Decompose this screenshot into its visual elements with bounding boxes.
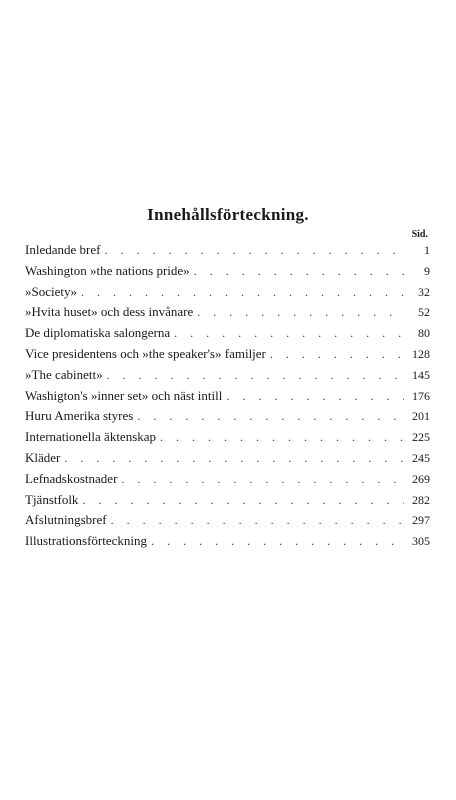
toc-row (25, 365, 430, 386)
toc-row (25, 302, 430, 323)
toc-page-number: 297 (412, 513, 430, 528)
toc-entry-title: Huru Amerika styres (25, 408, 134, 424)
toc-row (25, 261, 430, 282)
toc-entry-title: Tjänstfolk (25, 491, 79, 507)
toc-page-number: 145 (412, 367, 430, 382)
toc-row (25, 344, 430, 365)
page-column-label: Sid. (411, 229, 428, 240)
toc-entry-title: Washington »the nations pride» (25, 262, 190, 278)
toc-row (25, 406, 430, 427)
toc-entry-title: Inledande bref (25, 242, 101, 257)
dot-leader (197, 302, 404, 323)
toc-page-number: 282 (412, 492, 430, 507)
toc-row (25, 386, 430, 407)
toc-page-number: 32 (418, 284, 430, 299)
toc-row (25, 282, 430, 303)
toc-entry-title: De diplomatiska salongerna (25, 325, 171, 341)
toc-row (25, 490, 430, 511)
toc-entry-title: Vice presidentens och »the speaker's» familjer (25, 345, 266, 361)
toc-heading: Innehållsförteckning. (147, 205, 309, 224)
toc-page-number: 245 (412, 450, 430, 465)
toc-page-number: 305 (412, 534, 430, 549)
dot-leader (160, 427, 404, 448)
toc-page-number: 52 (418, 305, 430, 320)
toc-entry-title: Illustrationsförteckning (25, 533, 148, 549)
toc-row (25, 510, 430, 531)
toc-row (25, 240, 430, 261)
toc-row (25, 448, 430, 469)
toc-row (25, 531, 430, 552)
dot-leader (174, 323, 404, 344)
dot-leader (104, 240, 404, 261)
dot-leader (64, 448, 404, 469)
dot-leader (121, 469, 404, 490)
toc-list (25, 240, 430, 552)
toc-entry-title: Afslutningsbref (25, 512, 107, 528)
dot-leader (107, 365, 404, 386)
toc-page-number: 9 (424, 263, 430, 278)
dot-leader (151, 531, 404, 552)
toc-row (25, 427, 430, 448)
dot-leader (270, 344, 404, 365)
dot-leader (226, 386, 404, 407)
toc-page-number: 1 (424, 243, 430, 257)
dot-leader (194, 261, 404, 282)
toc-page-number: 201 (412, 409, 430, 424)
toc-page-number: 128 (412, 346, 430, 361)
dot-leader (82, 490, 404, 511)
toc-entry-title: Washigton's »inner set» och näst intill (25, 387, 223, 403)
toc-entry-title: »Society» (25, 283, 77, 299)
toc-page-number: 176 (412, 388, 430, 403)
toc-row (25, 323, 430, 344)
toc-page-number: 80 (418, 326, 430, 341)
toc-page-number: 269 (412, 471, 430, 486)
toc-row (25, 469, 430, 490)
dot-leader (81, 282, 404, 303)
dot-leader (137, 406, 404, 427)
toc-entry-title: »The cabinett» (25, 366, 103, 382)
toc-entry-title: Kläder (25, 449, 61, 465)
toc-entry-title: »Hvita huset» och dess invånare (25, 304, 194, 320)
dot-leader (111, 510, 404, 531)
toc-entry-title: Lefnadskostnader (25, 470, 118, 486)
toc-page-number: 225 (412, 430, 430, 445)
toc-entry-title: Internationella äktenskap (25, 429, 157, 445)
